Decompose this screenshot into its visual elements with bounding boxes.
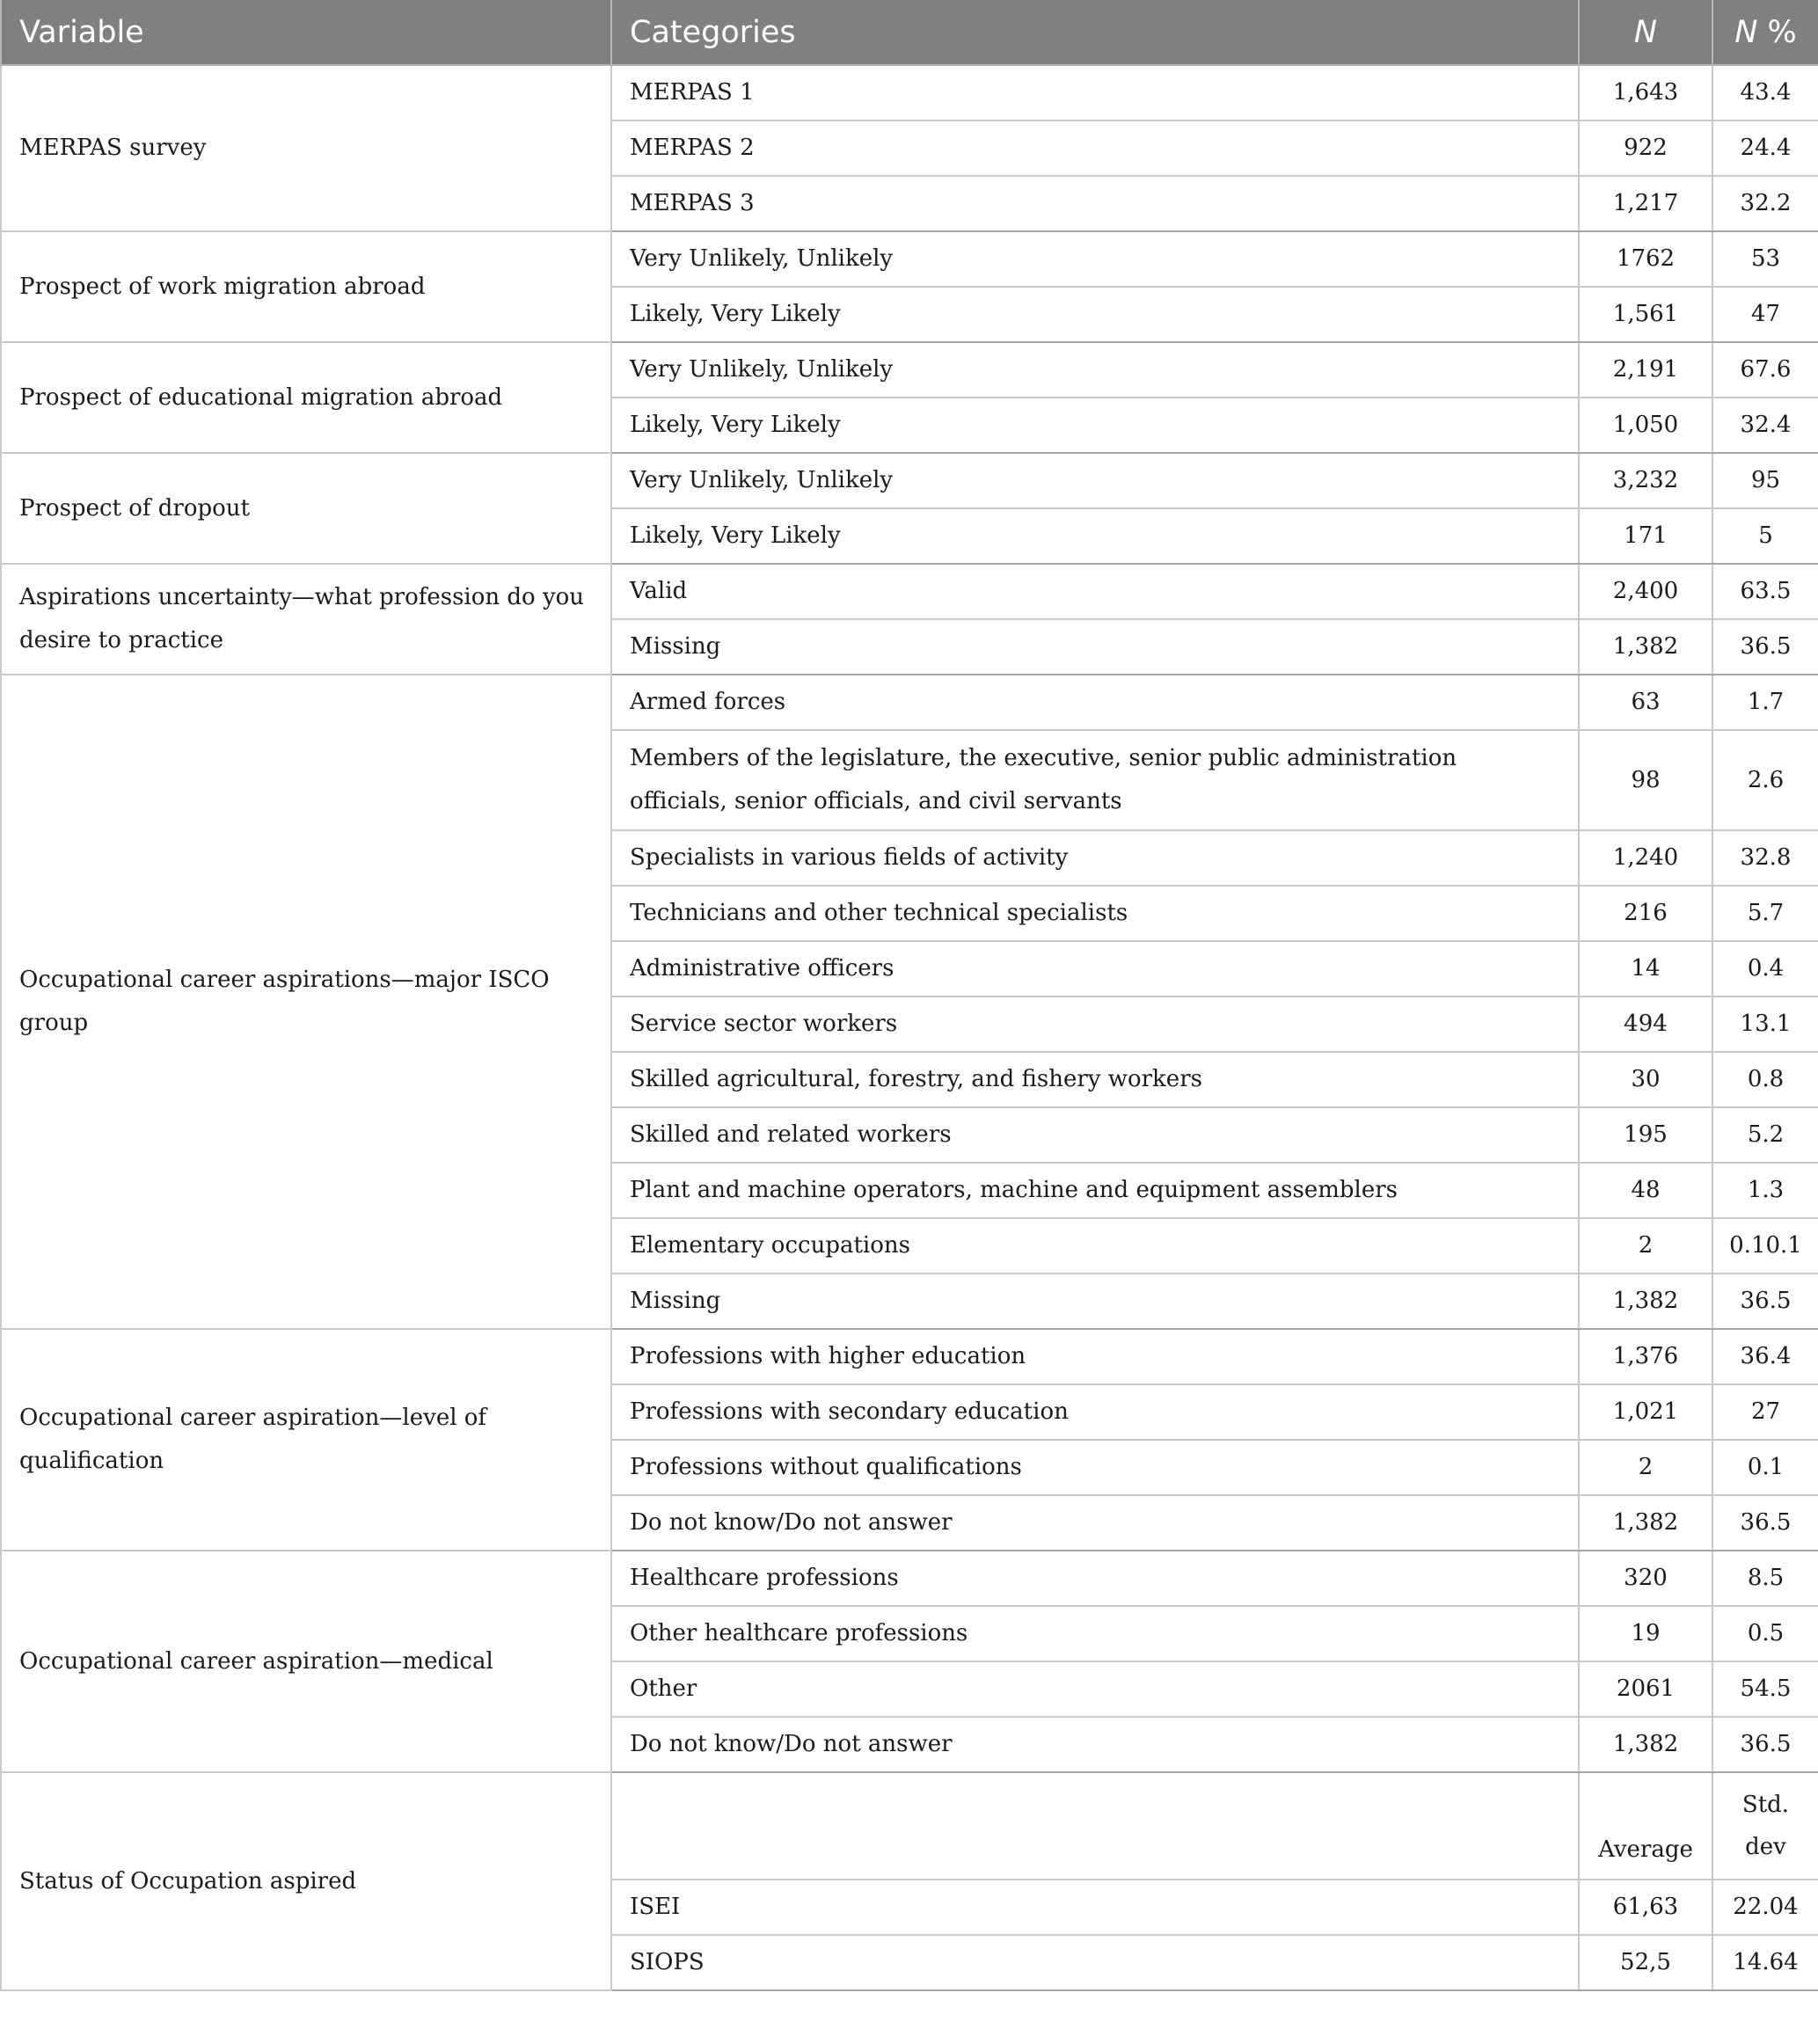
category-cell: Very Unlikely, Unlikely: [611, 453, 1579, 508]
n-cell: 2,400: [1579, 564, 1712, 619]
header-n-pct-symbol: N: [1734, 14, 1758, 50]
pct-cell: 32.4: [1712, 398, 1818, 453]
category-cell: Technicians and other technical specialists: [611, 886, 1579, 941]
n-cell: 494: [1579, 996, 1712, 1052]
variable-label: Occupational career aspiration—medical: [1, 1551, 611, 1772]
category-cell: Likely, Very Likely: [611, 398, 1579, 453]
n-cell: 195: [1579, 1107, 1712, 1163]
n-cell: 1,382: [1579, 619, 1712, 675]
pct-cell: 47: [1712, 287, 1818, 342]
n-cell: 14: [1579, 941, 1712, 996]
category-cell: Likely, Very Likely: [611, 287, 1579, 342]
n-cell: 19: [1579, 1606, 1712, 1661]
table-row: [1, 675, 1818, 730]
variable-label: MERPAS survey: [1, 65, 611, 231]
std-dev-header: Std. dev: [1712, 1772, 1818, 1880]
category-cell: Likely, Very Likely: [611, 508, 1579, 564]
pct-cell: 95: [1712, 453, 1818, 508]
category-cell: Armed forces: [611, 675, 1579, 730]
std-dev-cell: 14.64: [1712, 1935, 1818, 1990]
pct-cell: 0.1: [1712, 1440, 1818, 1495]
category-cell: Service sector workers: [611, 996, 1579, 1052]
header-n: N: [1579, 0, 1712, 65]
pct-cell: 13.1: [1712, 996, 1818, 1052]
category-cell: Elementary occupations: [611, 1218, 1579, 1274]
pct-cell: 54.5: [1712, 1661, 1818, 1717]
pct-cell: 27: [1712, 1384, 1818, 1440]
category-cell: Administrative officers: [611, 941, 1579, 996]
header-variable: Variable: [1, 0, 611, 65]
header-n-pct-unit: %: [1767, 14, 1797, 50]
category-cell: Members of the legislature, the executive, senior public administration officials, senior officials, and civil servants: [611, 730, 1579, 830]
category-cell: Very Unlikely, Unlikely: [611, 342, 1579, 398]
average-header: Average: [1579, 1772, 1712, 1880]
category-cell: Professions with higher education: [611, 1329, 1579, 1384]
n-cell: 2: [1579, 1218, 1712, 1274]
n-cell: 1,643: [1579, 65, 1712, 120]
category-cell: Skilled agricultural, forestry, and fishery workers: [611, 1052, 1579, 1107]
pct-cell: 43.4: [1712, 65, 1818, 120]
table-row: [1, 1551, 1818, 1606]
n-cell: 1,240: [1579, 830, 1712, 886]
variable-label: Prospect of work migration abroad: [1, 231, 611, 342]
n-cell: 1,021: [1579, 1384, 1712, 1440]
pct-cell: 36.5: [1712, 1274, 1818, 1329]
category-cell: MERPAS 3: [611, 176, 1579, 231]
table-header: [1, 0, 1818, 65]
pct-cell: 32.8: [1712, 830, 1818, 886]
pct-cell: 8.5: [1712, 1551, 1818, 1606]
n-cell: 1762: [1579, 231, 1712, 287]
category-cell: Do not know/Do not answer: [611, 1717, 1579, 1772]
n-cell: 2,191: [1579, 342, 1712, 398]
pct-cell: 0.10.1: [1712, 1218, 1818, 1274]
category-cell: Skilled and related workers: [611, 1107, 1579, 1163]
average-cell: 52,5: [1579, 1935, 1712, 1990]
pct-cell: 0.8: [1712, 1052, 1818, 1107]
n-cell: 63: [1579, 675, 1712, 730]
category-cell: Other: [611, 1661, 1579, 1717]
table-row: [1, 1772, 1818, 1880]
n-cell: 2: [1579, 1440, 1712, 1495]
pct-cell: 36.5: [1712, 1717, 1818, 1772]
n-cell: 922: [1579, 120, 1712, 176]
category-cell: Professions without qualifications: [611, 1440, 1579, 1495]
pct-cell: 0.4: [1712, 941, 1818, 996]
n-cell: 2061: [1579, 1661, 1712, 1717]
average-cell: 61,63: [1579, 1880, 1712, 1935]
pct-cell: 36.5: [1712, 619, 1818, 675]
n-cell: 1,050: [1579, 398, 1712, 453]
pct-cell: 24.4: [1712, 120, 1818, 176]
category-cell: Other healthcare professions: [611, 1606, 1579, 1661]
table-row: [1, 65, 1818, 120]
n-cell: 216: [1579, 886, 1712, 941]
n-cell: 1,382: [1579, 1495, 1712, 1551]
pct-cell: 5.7: [1712, 886, 1818, 941]
pct-cell: 32.2: [1712, 176, 1818, 231]
n-cell: 98: [1579, 730, 1712, 830]
header-categories: Categories: [611, 0, 1579, 65]
n-cell: 320: [1579, 1551, 1712, 1606]
pct-cell: 36.4: [1712, 1329, 1818, 1384]
category-cell: Plant and machine operators, machine and equipment assemblers: [611, 1163, 1579, 1218]
table-row: [1, 453, 1818, 508]
pct-cell: 67.6: [1712, 342, 1818, 398]
table-row: [1, 342, 1818, 398]
n-cell: 1,561: [1579, 287, 1712, 342]
table-row: [1, 1329, 1818, 1384]
category-cell: Valid: [611, 564, 1579, 619]
category-cell: Professions with secondary education: [611, 1384, 1579, 1440]
variable-label: Occupational career aspirations—major ISCO group: [1, 675, 611, 1329]
category-cell: Missing: [611, 1274, 1579, 1329]
pct-cell: 5: [1712, 508, 1818, 564]
variable-label: Prospect of educational migration abroad: [1, 342, 611, 453]
category-cell: Healthcare professions: [611, 1551, 1579, 1606]
n-cell: 1,382: [1579, 1717, 1712, 1772]
pct-cell: 1.3: [1712, 1163, 1818, 1218]
std-dev-cell: 22.04: [1712, 1880, 1818, 1935]
n-cell: 1,217: [1579, 176, 1712, 231]
category-cell: SIOPS: [611, 1935, 1579, 1990]
n-cell: 171: [1579, 508, 1712, 564]
pct-cell: 53: [1712, 231, 1818, 287]
variable-label: Occupational career aspiration—level of qualification: [1, 1329, 611, 1551]
pct-cell: 63.5: [1712, 564, 1818, 619]
category-cell: Do not know/Do not answer: [611, 1495, 1579, 1551]
category-cell: Specialists in various fields of activity: [611, 830, 1579, 886]
n-cell: 3,232: [1579, 453, 1712, 508]
pct-cell: 36.5: [1712, 1495, 1818, 1551]
variable-label: Prospect of dropout: [1, 453, 611, 564]
table-row: [1, 564, 1818, 619]
pct-cell: 1.7: [1712, 675, 1818, 730]
n-cell: 1,382: [1579, 1274, 1712, 1329]
pct-cell: 2.6: [1712, 730, 1818, 830]
variable-label: Aspirations uncertainty—what profession do you desire to practice: [1, 564, 611, 675]
category-cell: [611, 1772, 1579, 1880]
n-cell: 48: [1579, 1163, 1712, 1218]
pct-cell: 0.5: [1712, 1606, 1818, 1661]
n-cell: 30: [1579, 1052, 1712, 1107]
category-cell: Missing: [611, 619, 1579, 675]
table-row: [1, 231, 1818, 287]
variable-label: Status of Occupation aspired: [1, 1772, 611, 1990]
category-cell: ISEI: [611, 1880, 1579, 1935]
pct-cell: 5.2: [1712, 1107, 1818, 1163]
category-cell: MERPAS 2: [611, 120, 1579, 176]
category-cell: MERPAS 1: [611, 65, 1579, 120]
n-cell: 1,376: [1579, 1329, 1712, 1384]
header-n-pct: [1712, 0, 1818, 65]
header-row: [1, 0, 1818, 65]
category-cell: Very Unlikely, Unlikely: [611, 231, 1579, 287]
